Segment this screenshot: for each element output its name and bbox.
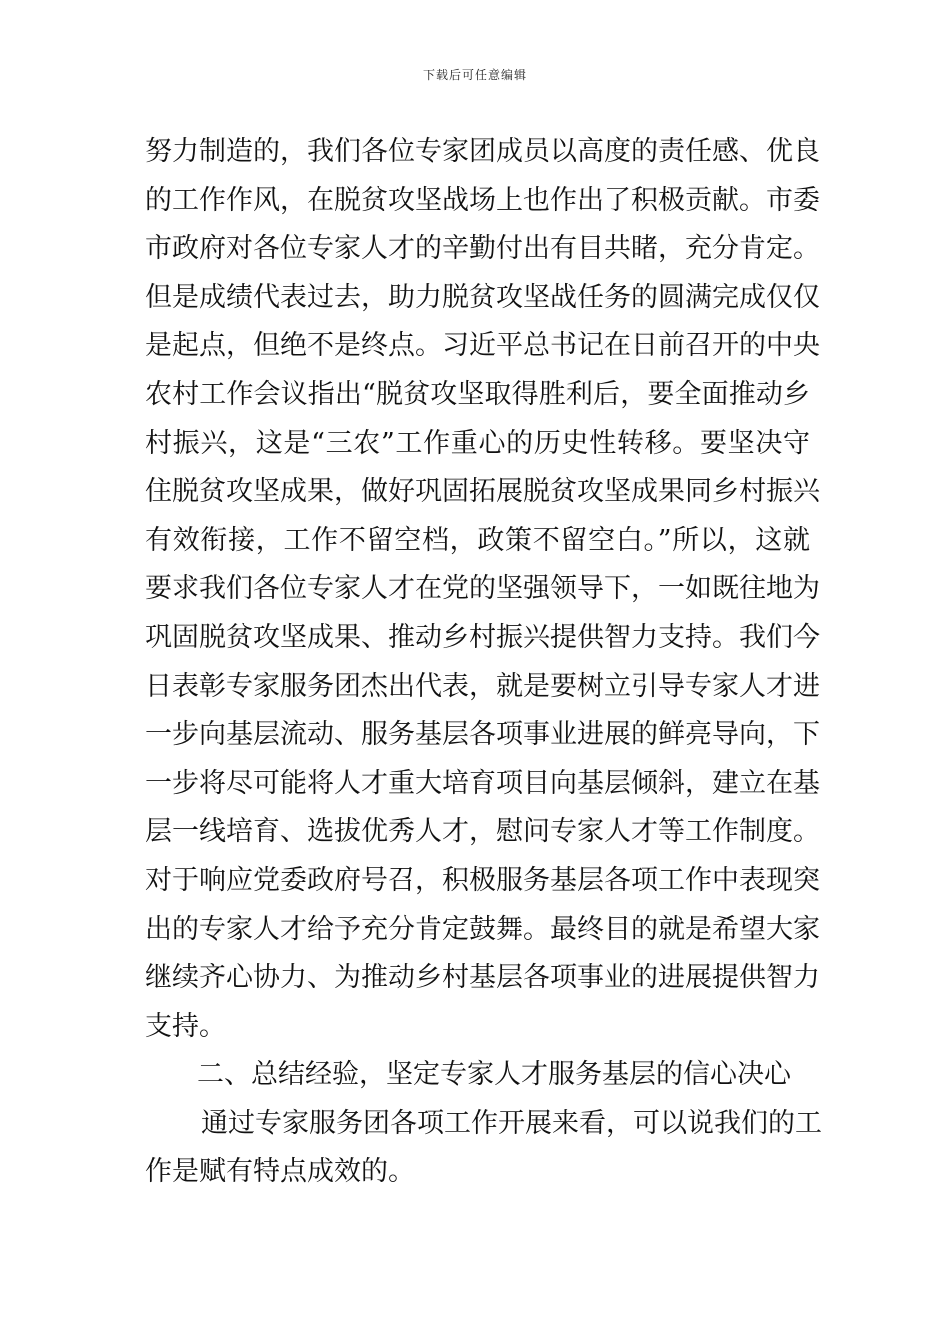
document-body xyxy=(145,128,822,1197)
body-line: 市政府对各位专家人才的辛勤付出有目共睹，充分肯定。 xyxy=(145,233,820,265)
body-line: 要求我们各位专家人才在党的坚强领导下，一如既往地为 xyxy=(145,573,820,605)
body-line: 作是赋有特点成效的。 xyxy=(145,1156,415,1188)
body-line: 但是成绩代表过去，助力脱贫攻坚战任务的圆满完成仅仅 xyxy=(145,281,820,313)
section-heading: 二、总结经验，坚定专家人才服务基层的信心决心 xyxy=(197,1059,791,1091)
body-line: 层一线培育、选拔优秀人才，慰问专家人才等工作制度。 xyxy=(145,816,820,848)
body-line: 是起点，但绝不是终点。习近平总书记在日前召开的中央 xyxy=(145,330,820,362)
body-line: 出的专家人才给予充分肯定鼓舞。最终目的就是希望大家 xyxy=(145,913,820,945)
body-line: 支持。 xyxy=(145,1010,226,1042)
body-line: 巩固脱贫攻坚成果、推动乡村振兴提供智力支持。我们今 xyxy=(145,621,820,653)
body-line: 努力制造的，我们各位专家团成员以高度的责任感、优良 xyxy=(145,136,820,167)
body-line: 一步将尽可能将人才重大培育项目向基层倾斜，建立在基 xyxy=(145,767,820,799)
body-line: 农村工作会议指出“脱贫攻坚取得胜利后，要全面推动乡 xyxy=(145,378,810,410)
body-line: 日表彰专家服务团杰出代表，就是要树立引导专家人才进 xyxy=(145,670,820,702)
body-line: 通过专家服务团各项工作开展来看，可以说我们的工 xyxy=(201,1107,822,1139)
body-line: 的工作作风，在脱贫攻坚战场上也作出了积极贡献。市委 xyxy=(145,184,820,216)
body-line: 一步向基层流动、服务基层各项事业进展的鲜亮导向，下 xyxy=(145,719,820,751)
body-line: 对于响应党委政府号召，积极服务基层各项工作中表现突 xyxy=(145,864,820,896)
body-line: 住脱贫攻坚成果，做好巩固拓展脱贫攻坚成果同乡村振兴 xyxy=(145,476,820,508)
body-line: 村振兴，这是“三农”工作重心的历史性转移。要坚决守 xyxy=(145,427,810,459)
page-header-note: 下载后可任意编辑 xyxy=(422,68,527,82)
body-line: 继续齐心协力、为推动乡村基层各项事业的进展提供智力 xyxy=(145,962,820,994)
body-line: 有效衔接，工作不留空档，政策不留空白。”所以，这就 xyxy=(145,524,810,556)
